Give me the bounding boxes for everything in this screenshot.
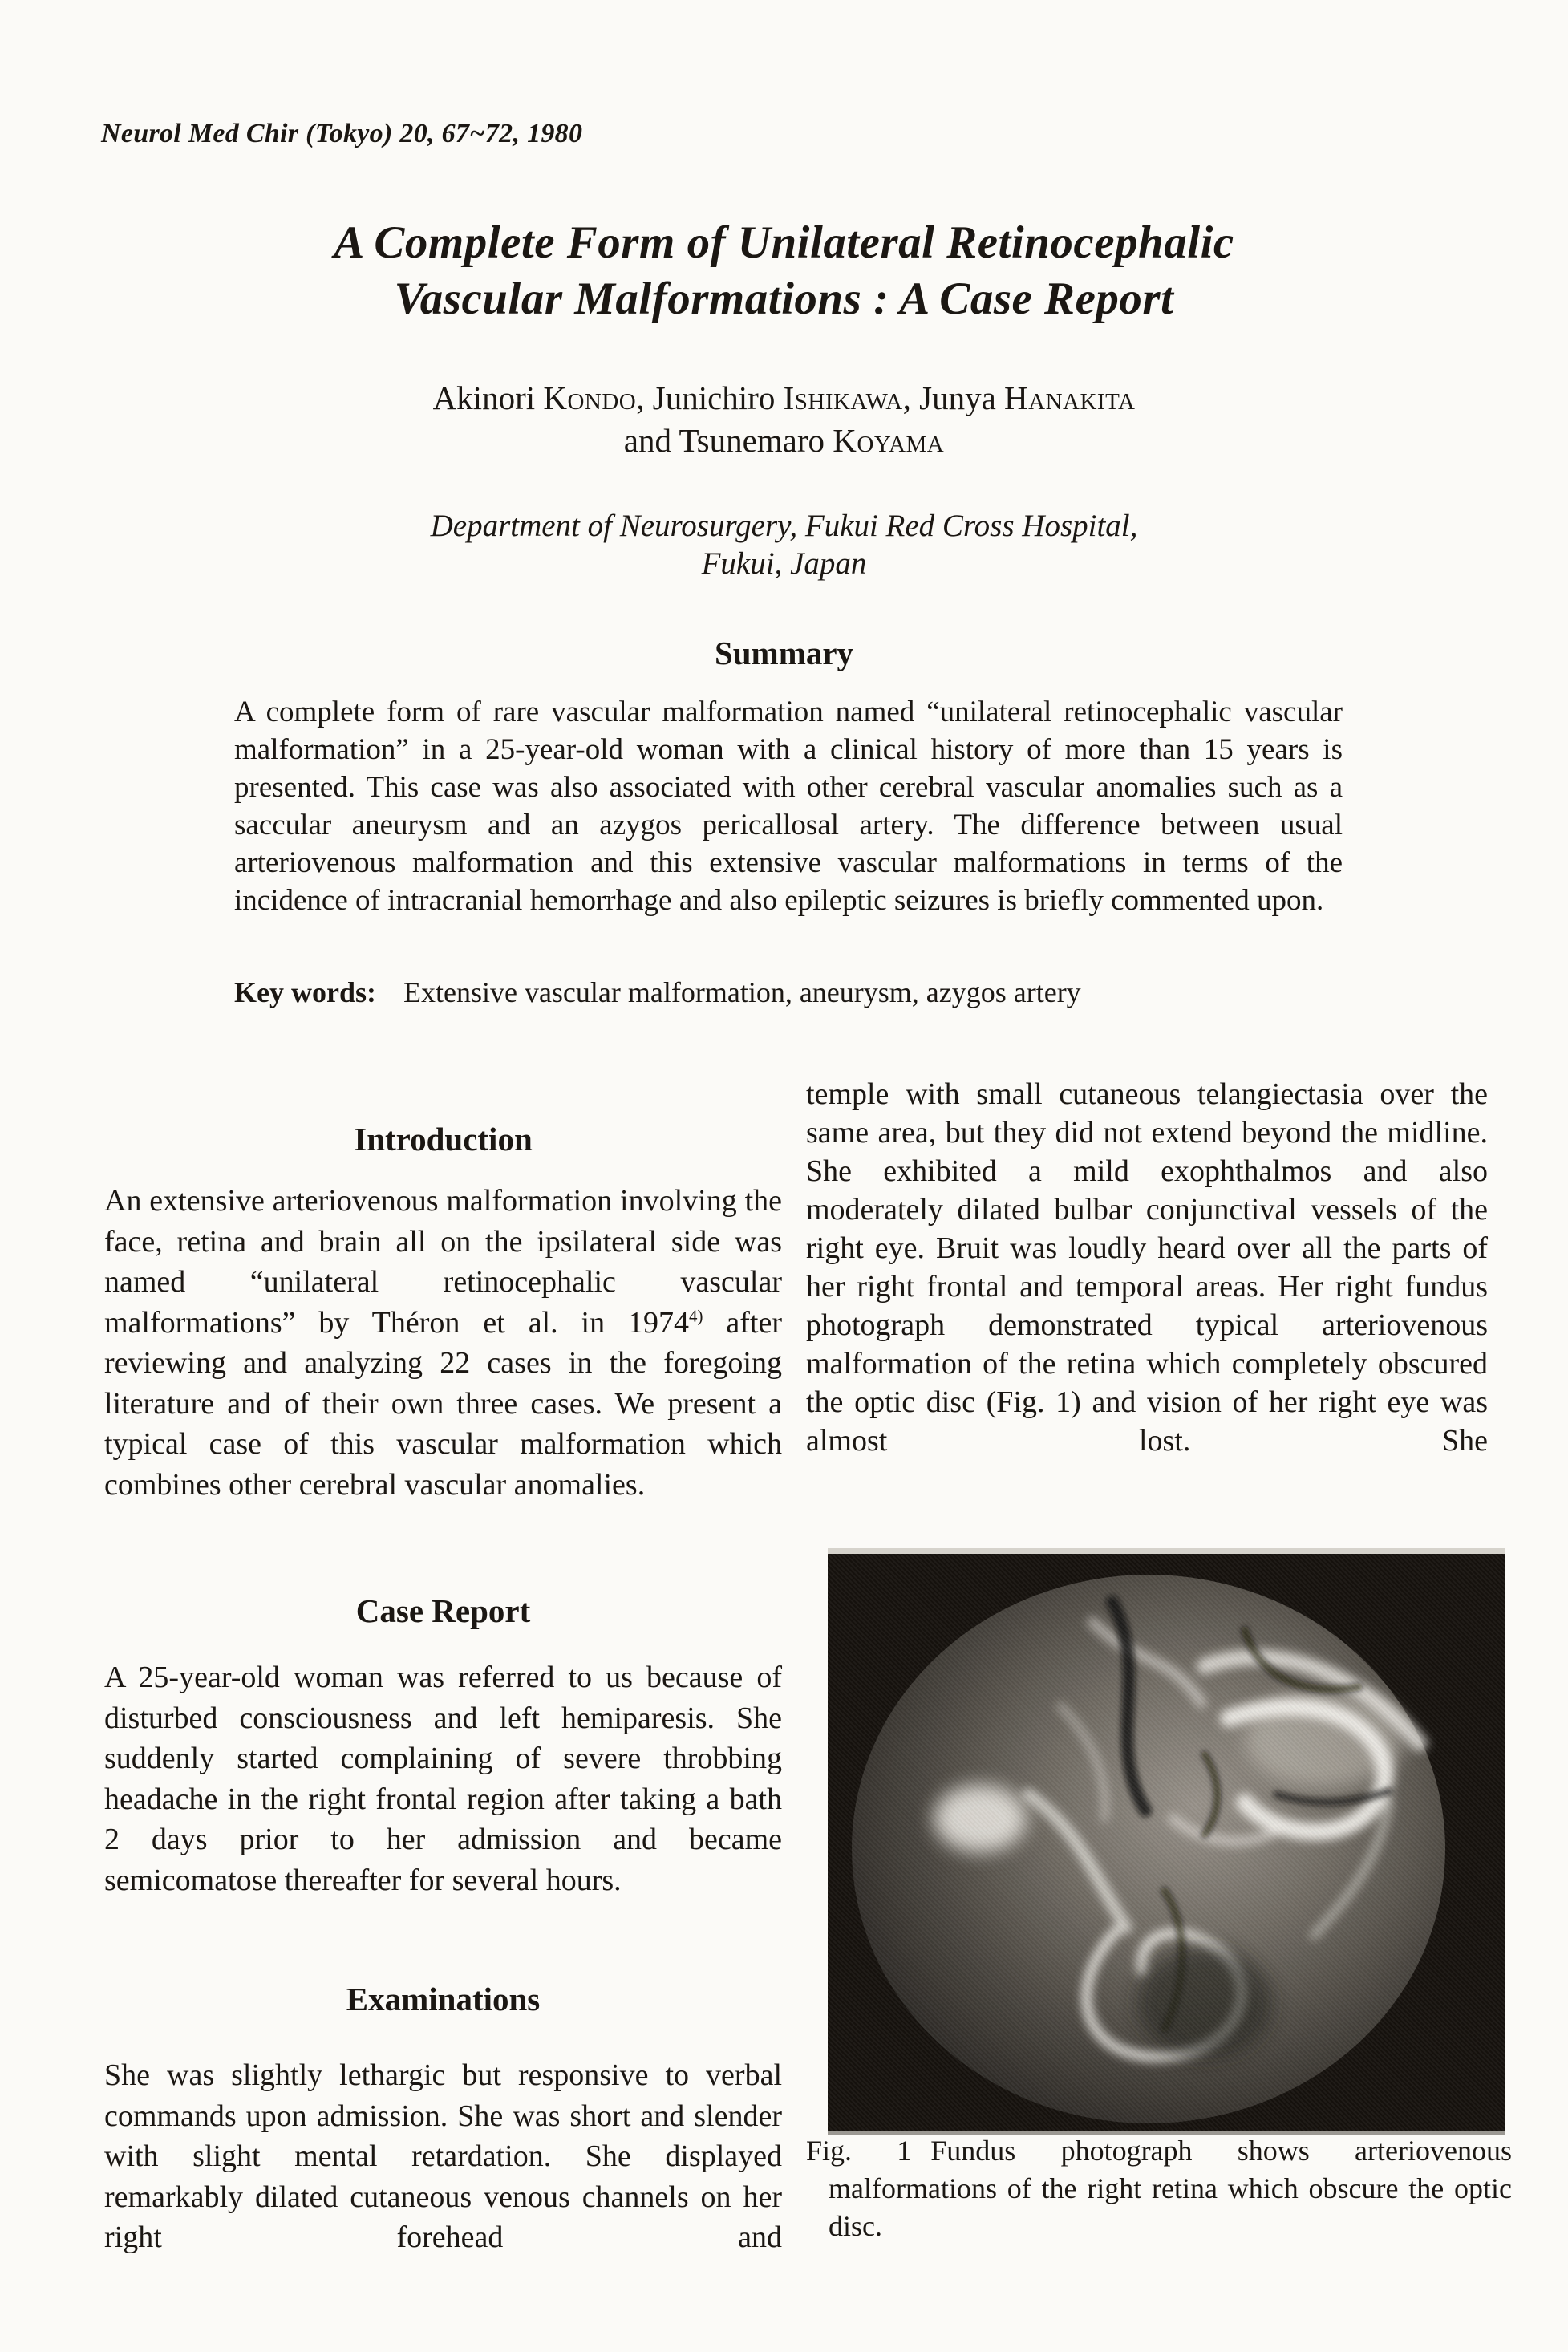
figure-caption-text: Fundus photograph shows arteriovenous malformations of the right retina which obscure the optic disc. <box>829 2135 1512 2242</box>
fundus-photo <box>828 1554 1505 2131</box>
title-line-1: A Complete Form of Unilateral Retinocephalic <box>334 217 1234 268</box>
title-line-2: Vascular Malformations : A Case Report <box>394 274 1174 324</box>
authors <box>0 377 1568 462</box>
case-report-paragraph: A 25-year-old woman was referred to us because of disturbed consciousness and left hemiparesis. She suddenly started complaining of severe throbbing headache in the right frontal region after taking a bath 2 days prior to her admission and became semicomatose thereafter for several hours. <box>104 1661 782 1897</box>
case-report-heading: Case Report <box>355 1592 531 1629</box>
figure-caption-label: Fig. 1 <box>806 2135 912 2167</box>
keywords-label: Key words: <box>234 976 376 1008</box>
affiliation <box>0 507 1568 582</box>
figure-1 <box>828 1548 1505 2135</box>
figure-caption <box>806 2132 1512 2245</box>
scan-shading <box>0 0 1568 76</box>
affiliation-line-1: Department of Neurosurgery, Fukui Red Cross Hospital, <box>430 509 1138 543</box>
journal-citation: Neurol Med Chir (Tokyo) 20, 67~72, 1980 <box>101 119 583 148</box>
summary-text: A complete form of rare vascular malformation named “unilateral retinocephalic vascular malformation” in a 25-year-old woman with a clinical history of more than 15 years is presented. This case was also associated with other cerebral vascular anomalies such as a saccular aneurysm and an azygos pericallosal artery. The difference between usual arteriovenous malformation and this extensive vascular malformations in terms of the incidence of intracranial hemorrhage and also epileptic seizures is briefly commented upon. <box>234 695 1343 917</box>
page-title <box>0 215 1568 327</box>
introduction-paragraph: An extensive arteriovenous malformation involving the face, retina and brain all on the ipsilateral side was named “unilateral retinocephalic vascular malformations” by Théron et al. in 1974$^{4)}$ after reviewing and analyzing 22 cases in the foregoing literature and of their own three cases. We present a typical case of this vascular malformation which combines other cerebral vascular anomalies. <box>104 1184 782 1502</box>
authors-line-2: and Tsunemaro Koyama <box>623 422 945 459</box>
summary-heading: Summary <box>714 635 854 671</box>
affiliation-line-2: Fukui, Japan <box>701 546 867 581</box>
keywords-text: Extensive vascular malformation, aneurysm, azygos artery <box>403 976 1081 1008</box>
continuation-paragraph: temple with small cutaneous telangiectasia over the same area, but they did not extend beyond the midline. She exhibited a mild exophthalmos and also moderately dilated bulbar conjunctival vessels of the right eye. Bruit was loudly heard over all the parts of her right frontal and temporal areas. Her right fundus photograph demonstrated typical arteriovenous malformation of the retina which completely obscured the optic disc (Fig. 1) and vision of her right eye was almost lost. She <box>806 1077 1488 1458</box>
examinations-heading: Examinations <box>346 1981 541 2017</box>
examinations-paragraph: She was slightly lethargic but responsive to verbal commands upon admission. She was short and slender with slight mental retardation. She displayed remarkably dilated cutaneous venous channels on her right forehead and <box>104 2058 782 2254</box>
keywords <box>234 975 1343 1009</box>
introduction-heading: Introduction <box>354 1121 533 1158</box>
authors-line-1: Akinori Kondo, Junichiro Ishikawa, Junya Hanakita <box>432 379 1136 416</box>
